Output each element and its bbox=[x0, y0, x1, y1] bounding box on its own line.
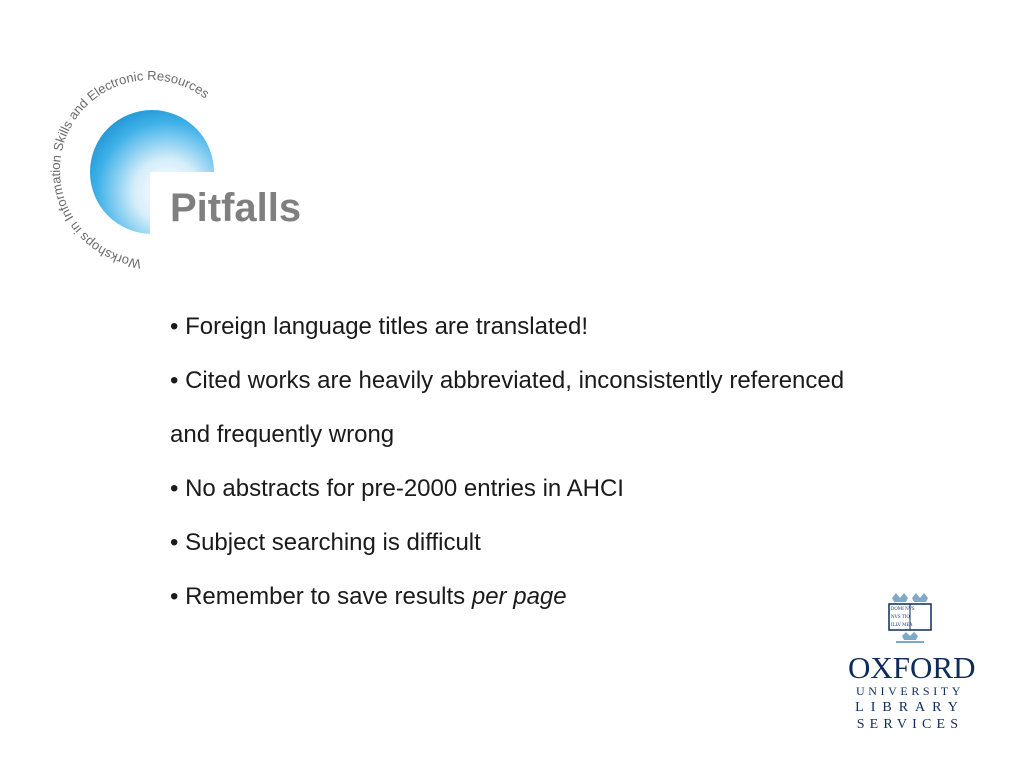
crest-line-2: NVS TIO bbox=[891, 614, 910, 619]
bullet-item bbox=[170, 300, 990, 354]
bullet-text: No abstracts for pre-2000 entries in AHCI bbox=[185, 475, 624, 502]
oxford-library: LIBRARY bbox=[855, 700, 965, 715]
workshops-logo bbox=[50, 70, 250, 270]
bullet-text: Subject searching is difficult bbox=[185, 529, 481, 556]
bullet-list bbox=[170, 300, 990, 624]
oxford-library-logo bbox=[848, 592, 978, 732]
oxford-name: OXFORD bbox=[848, 650, 976, 685]
bullet-text: Foreign language titles are translated! bbox=[185, 313, 588, 340]
oxford-services: SERVICES bbox=[856, 717, 964, 732]
bullet-marker: • bbox=[170, 313, 186, 340]
bullet-marker: • bbox=[170, 367, 186, 394]
bullet-marker: • bbox=[170, 475, 186, 502]
bullet-continuation bbox=[170, 408, 990, 462]
bullet-item bbox=[170, 516, 990, 570]
bullet-item bbox=[170, 462, 990, 516]
bullet-text: Remember to save results bbox=[185, 583, 472, 610]
oxford-university: UNIVERSITY bbox=[856, 684, 964, 698]
bullet-marker: • bbox=[170, 529, 186, 556]
crest-line-1: DOMI NVS bbox=[891, 606, 915, 611]
bullet-text: Cited works are heavily abbreviated, inconsistently referenced bbox=[185, 367, 845, 394]
oxford-crest-icon bbox=[886, 592, 934, 648]
bullet-marker: • bbox=[170, 583, 186, 610]
bullet-emphasis: per page bbox=[471, 583, 567, 610]
crest-line-3: ILLV MEA bbox=[891, 622, 913, 627]
bullet-item bbox=[170, 354, 990, 408]
logo-ring-text: Workshops in Inform Skills and Electronic Resources bbox=[50, 70, 213, 270]
bullet-text: and frequently wrong bbox=[170, 421, 395, 448]
workshops-logo-graphic bbox=[50, 70, 250, 270]
slide-title: Pitfalls bbox=[170, 186, 302, 230]
